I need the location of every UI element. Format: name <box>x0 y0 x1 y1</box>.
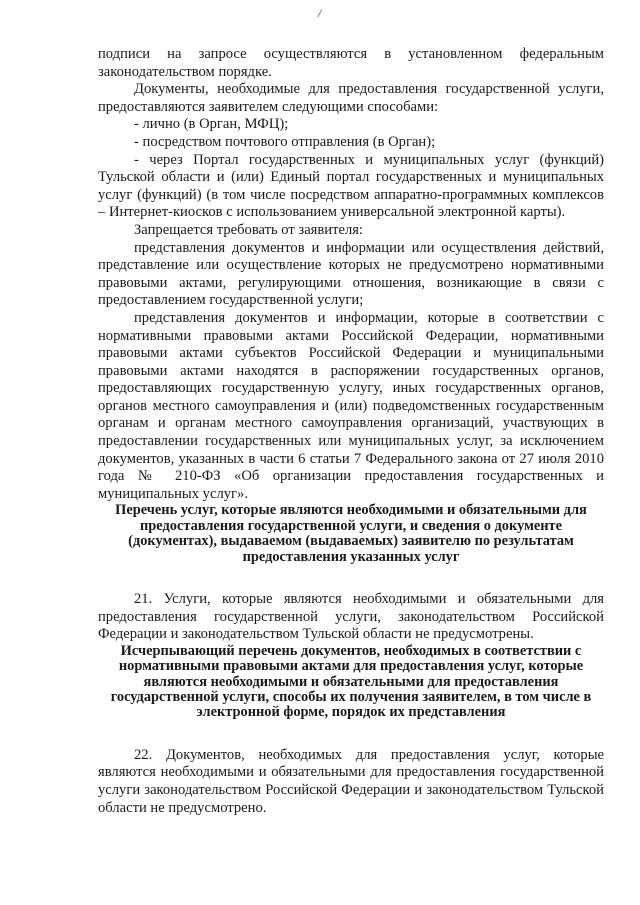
paragraph-prohibited: Запрещается требовать от заявителя: <box>134 221 363 238</box>
section-heading-services: Перечень услуг, которые являются необходимыми и обязательными для предоставления государственной услуги, и сведения о документе (документах), выдаваемом (выдаваемых) заявителю по результатам предоставления указанных услуг <box>115 502 587 565</box>
list-item-in-person: - лично (в Орган, МФЦ); <box>134 116 289 133</box>
paragraph-prohibited-item-1: представления документов и информации или осуществления действий, представление или осуществление которых не предусмотрено нормативными правовыми актами, регулирующими отношения, возникающие в связи с предоставлением государственной услуги; <box>98 239 604 309</box>
paragraph-submission-methods: Документы, необходимые для предоставления государственной услуги, предоставляются заявителем следующими способами: <box>98 81 604 115</box>
list-item-by-mail: - посредством почтового отправления (в Орган); <box>134 133 436 150</box>
section-heading-documents: Исчерпывающий перечень документов, необходимых в соответствии с нормативными правовыми актами для предоставления услуг, которые являются необходимыми и обязательными для предоставления государственной услуги, способы их получения заявителем, в том числе в электронной форме, порядок их представления <box>110 642 592 721</box>
page-mark: / <box>318 6 322 20</box>
paragraph-22: 22. Документов, необходимых для предоставления услуг, которые являются необходимыми и обязательными для предоставления государственной услуги законодательством Российской Федерации и законодательством Тульской области не предусмотрено. <box>98 746 604 816</box>
paragraph-signature-note: подписи на запросе осуществляются в установленном федеральным законодательством порядке. <box>98 46 604 80</box>
list-item-via-portal: - через Портал государственных и муниципальных услуг (функций) Тульской области и (или) Единый портал государственных и муниципальных услуг (функций) (в том числе посредством аппаратно-программных комплексов – Интернет-киосков с использованием универсальной электронной карты). <box>98 151 604 221</box>
document-body <box>98 46 604 817</box>
paragraph-21: 21. Услуги, которые являются необходимыми и обязательными для предоставления государственной услуги, законодательством Российской Федерации и законодательством Тульской области не предусмотрены. <box>98 591 604 643</box>
paragraph-prohibited-item-2: представления документов и информации, которые в соответствии с нормативными правовыми актами Российской Федерации, нормативными правовыми актами субъектов Российской Федерации и муниципальными правовыми актами находятся в распоряжении государственных органов, предоставляющих государственную услугу, иных государственных органов, органов местного самоуправления и (или) подведомственных государственным органам и органам местного самоуправления организаций, участвующих в предоставлении государственных или муниципальных услуг, за исключением документов, указанных в части 6 статьи 7 Федерального закона от 27 июля 2010 года № 210-ФЗ «Об организации предоставления государственных и муниципальных услуг». <box>98 309 604 502</box>
